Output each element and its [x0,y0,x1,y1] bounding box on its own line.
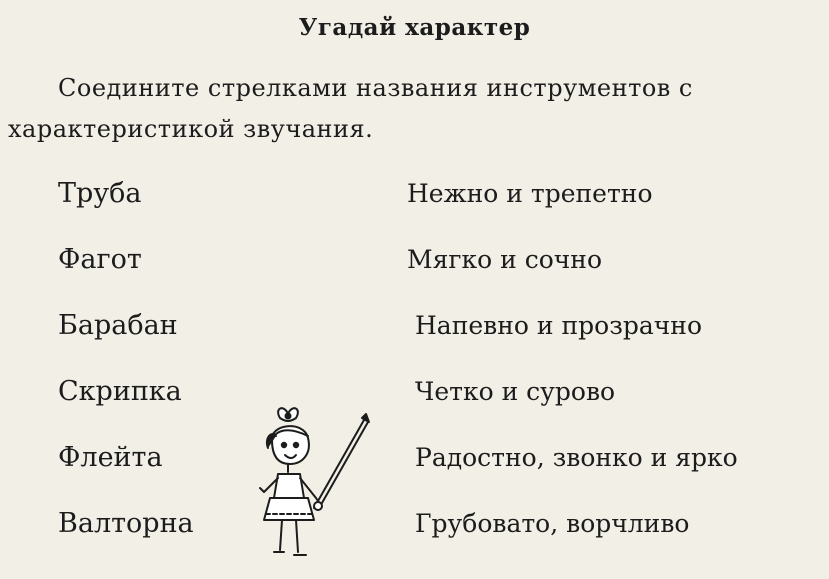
instrument-item[interactable]: Барабан [58,310,178,341]
characteristic-item[interactable]: Напевно и прозрачно [415,311,703,340]
instrument-item[interactable]: Скрипка [58,376,182,407]
instrument-item[interactable]: Валторна [58,508,194,539]
characteristics-column [407,172,738,568]
worksheet-title: Угадай характер [298,14,531,41]
characteristic-item[interactable]: Четко и сурово [415,377,616,406]
characteristic-item[interactable]: Грубовато, ворчливо [415,509,690,538]
characteristic-item[interactable]: Нежно и трепетно [407,179,653,208]
instrument-item[interactable]: Флейта [58,442,163,473]
characteristic-item[interactable]: Мягко и сочно [407,245,602,274]
characteristic-item[interactable]: Радостно, звонко и ярко [415,443,738,472]
instructions-line-2: характеристикой звучания. [8,115,374,143]
instrument-item[interactable]: Труба [58,178,142,209]
instrument-item[interactable]: Фагот [58,244,142,275]
instructions [8,68,808,150]
instruments-column [58,172,194,568]
instructions-line-1: Соедините стрелками названия инструментов с [58,74,693,102]
girl-with-pencil-illustration [254,400,374,575]
